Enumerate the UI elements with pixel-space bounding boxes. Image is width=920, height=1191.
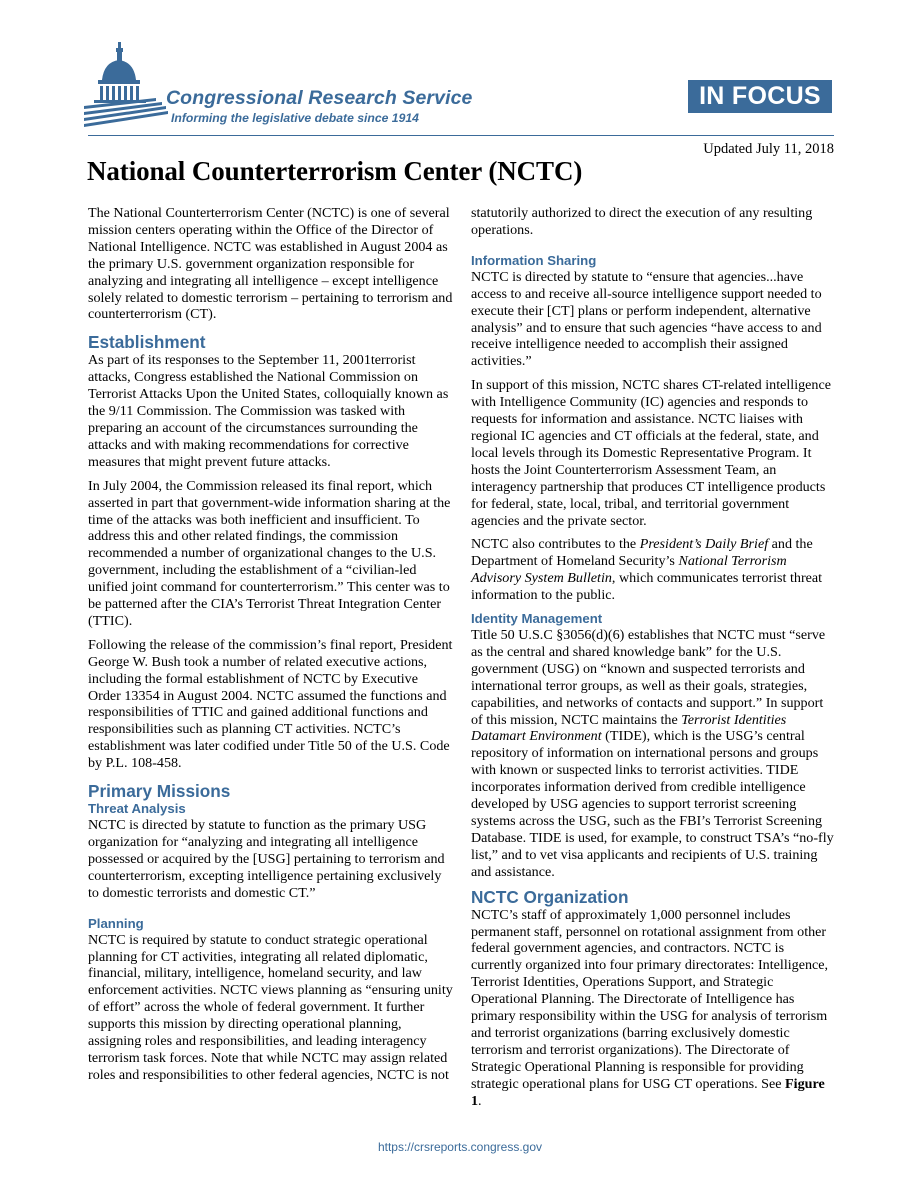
nctc-organization-paragraph — [471, 907, 836, 1110]
threat-analysis-paragraph: NCTC is directed by statute to function as the primary USG organization for “analyzing and integrating all intelligence possessed or acquired by the [USG] pertaining to terrorism and counterterrorism, excepting intelligence pertaining exclusively to domestic terrorists and domestic CT.” — [88, 817, 445, 901]
text-run: . — [478, 1092, 482, 1109]
text-run: NCTC’s staff of approximately 1,000 personnel includes permanent staff, personnel on rotational assignment from other federal government agencies, and contractors. NCTC is currently organized into four primary directorates: Intelligence, Terrorist Identities, Operations Support, and Strategic Operational Planning. The Directorate of Intelligence has primary responsibility within the USG for analysis of terrorism and terrorist organizations (barring exclusively domestic terrorism and terrorist organizations). The Directorate of Strategic Operational Planning is responsible for providing strategic operational plans for USG CT operations. See — [471, 906, 829, 1092]
text-run: (TIDE), which is the USG’s central repository of information on international persons and groups with known or suspected links to terrorist activities. TIDE incorporates information derived from credible intelligence developed by USG agencies to support terrorist screening systems across the USG, such as the FBI’s Terrorist Screening Database. TIDE is used, for example, to construct TSA’s “no-fly list,” and to vet visa applicants and recipients of U.S. training and assistance. — [471, 728, 834, 880]
crs-capitol-logo — [84, 40, 174, 132]
planning-paragraph: NCTC is required by statute to conduct strategic operational planning for CT activities, integrating all related diplomatic, financial, military, intelligence, homeland security, and law enforcement activities. NCTC views planning as “ensuring unity of effort” across the whole of federal government. It further supports this mission by directing operational planning, assigning roles and responsibilities, and leading interagency terrorism task forces. Note that while NCTC may assign related roles and responsibilities to other federal agencies, NCTC is not — [88, 931, 453, 1083]
footer-url-link[interactable]: https://crsreports.congress.gov — [377, 1140, 543, 1154]
intro-paragraph: The National Counterterrorism Center (NCTC) is one of several mission centers operating within the Office of the Director of National Intelligence. NCTC was established in August 2004 as the primary U.S. government organization responsible for analyzing and integrating all intelligence – except intelligence solely related to domestic terrorism – pertaining to terrorism and counterterrorism (CT). — [88, 205, 453, 323]
text-run: and the Department of Homeland Security’s — [471, 536, 813, 570]
figure-1-reference: Figure 1 — [471, 1075, 825, 1109]
left-column — [88, 205, 454, 1091]
in-focus-badge: IN FOCUS — [688, 80, 832, 113]
page-title: National Counterterrorism Center (NCTC) — [87, 156, 583, 186]
information-sharing-heading: Information Sharing — [471, 252, 597, 268]
text-run: , which communicates terrorist threat information to the public. — [471, 570, 823, 604]
identity-management-paragraph — [471, 627, 836, 881]
ntas-title: National Terrorism Advisory System Bulletin — [471, 553, 787, 587]
text-run: Title 50 U.S.C §3056(d)(6) establishes that NCTC must “serve as the central and shared knowledge bank” for the U.S. government (USG) on “known and suspected terrorists and international terror groups, as well as their goals, strategies, capabilities, and networks of contacts and support.” In support of this mission, NCTC maintains the — [471, 627, 826, 728]
right-column — [471, 205, 836, 1117]
tide-title: Terrorist Identities Datamart Environment — [471, 711, 787, 745]
information-sharing-paragraph-1: NCTC is directed by statute to “ensure that agencies...have access to and receive all-source intelligence support needed to execute their [CT] plans or perform independent, alternative analysis” and to ensure that such agencies “have access to and receive intelligence needed to accomplish their assigned activities.” — [471, 268, 822, 370]
org-name: Congressional Research Service — [166, 87, 473, 109]
information-sharing-paragraph-2: In support of this mission, NCTC shares CT-related intelligence with Intelligence Community (IC) agencies and responds to requests for information and assistance. NCTC liaises with regional IC agencies and CT officials at the federal, state, and local levels through its Domestic Representative Program. It hosts the Joint Counterterrorism Assessment Team, an interagency partnership that produces CT intelligence products for federal, state, local, tribal, and territorial government agencies and the private sector. — [471, 377, 831, 529]
information-sharing-paragraph-3 — [471, 536, 836, 604]
pdb-title: President’s Daily Brief — [639, 536, 769, 553]
text-run: NCTC also contributes to the — [471, 536, 640, 553]
establishment-paragraph-3: Following the release of the commission’s final report, President George W. Bush took a number of related executive actions, including the formal establishment of NCTC by Executive Order 13354 in August 2004. NCTC assumed the functions and responsibilities of TTIC and gained additional functions and responsibilities such as planning CT activities. NCTC’s establishment was later codified under Title 50 of the U.S. Code by P.L. 108-458. — [88, 636, 453, 772]
planning-paragraph-continued: statutorily authorized to direct the execution of any resulting operations. — [471, 205, 813, 238]
establishment-paragraph-1: As part of its responses to the September 11, 2001terrorist attacks, Congress established the National Commission on Terrorist Attacks Upon the United States, colloquially known as the 9/11 Commission. The Commission was tasked with preparing an account of the circumstances surrounding the attacks and with making recommendations for corrective measures that might prevent future attacks. — [88, 352, 449, 470]
nctc-organization-heading: NCTC Organization — [471, 886, 629, 907]
threat-analysis-heading: Threat Analysis — [88, 801, 186, 817]
establishment-heading: Establishment — [88, 332, 206, 353]
planning-heading: Planning — [88, 915, 144, 931]
primary-missions-heading: Primary Missions — [88, 781, 231, 802]
header-divider — [88, 135, 834, 136]
org-tagline: Informing the legislative debate since 1914 — [171, 111, 419, 125]
identity-management-heading: Identity Management — [471, 611, 603, 627]
establishment-paragraph-2: In July 2004, the Commission released its final report, which asserted in part that government-wide information sharing at the time of the attacks was both inefficient and insufficient. To address this and other related findings, the commission recommended a number of organizational changes to the U.S. government, including the establishment of a “civilian-led unified joint command for counterterrorism.” This center was to be patterned after the CIA’s Terrorist Threat Integration Center (TTIC). — [88, 477, 451, 629]
updated-date: Updated July 11, 2018 — [703, 141, 834, 157]
